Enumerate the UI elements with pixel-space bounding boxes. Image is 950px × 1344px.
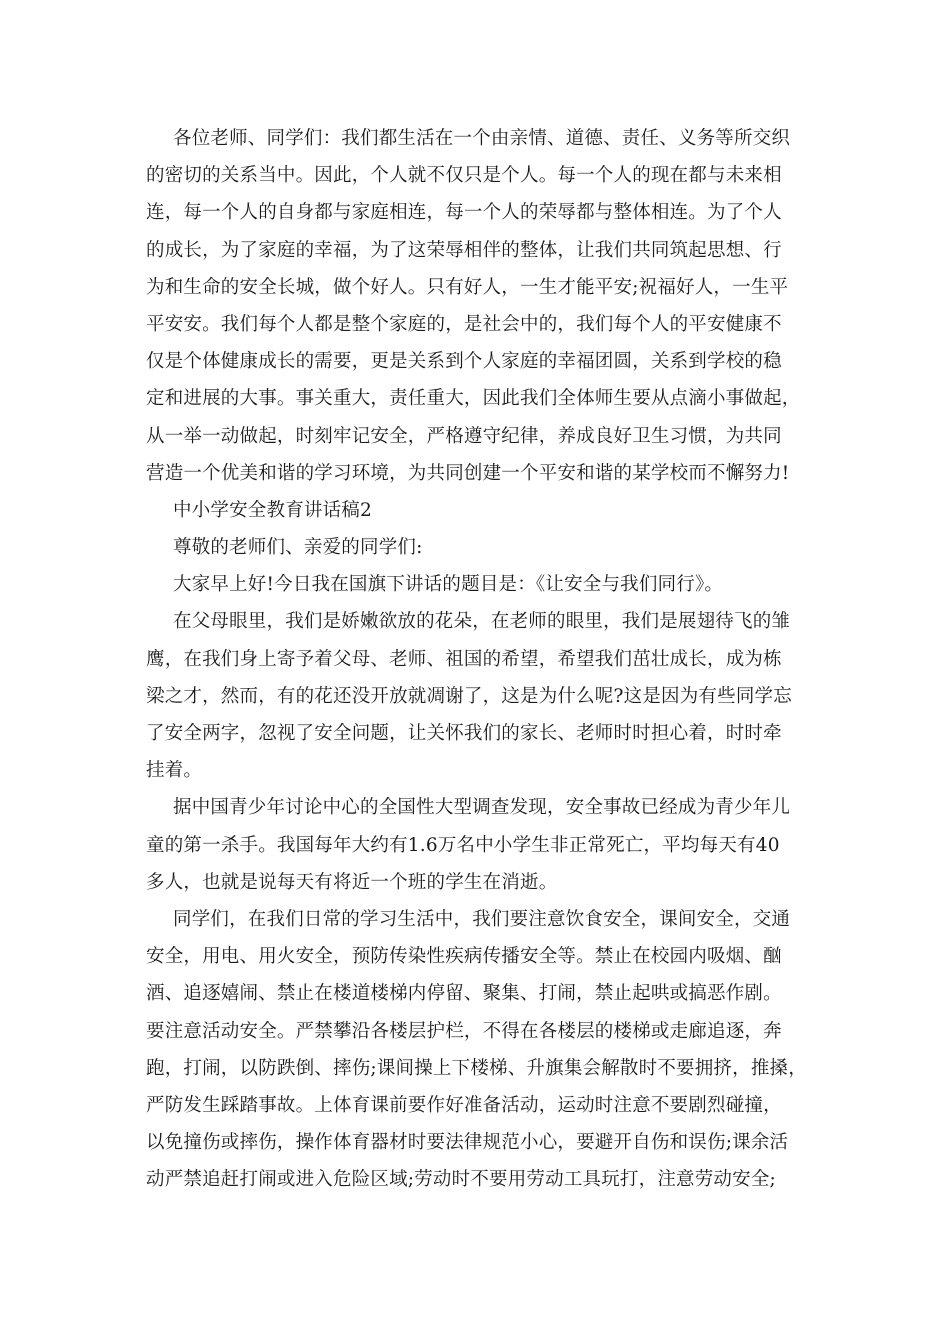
text-line: 多人，也就是说每天有将近一个班的学生在消逝。 (146, 871, 558, 893)
text-line: 连，每一个人的自身都与家庭相连，每一个人的荣辱都与整体相连。为了个人 (146, 202, 782, 224)
text-line: 的密切的关系当中。因此，个人就不仅只是个人。每一个人的现在都与未来相 (146, 165, 782, 187)
text-line: 鹰，在我们身上寄予着父母、老师、祖国的希望，希望我们茁壮成长，成为栋 (146, 648, 782, 670)
text-line: 大家早上好!今日我在国旗下讲话的题目是：《让安全与我们同行》。 (173, 574, 724, 596)
text-line: 平安安。我们每个人都是整个家庭的，是社会中的，我们每个人的平安健康不 (146, 313, 782, 335)
text-line: 严防发生踩踏事故。上体育课前要作好准备活动，运动时注意不要剧烈碰撞， (146, 1094, 782, 1116)
document-body (146, 120, 811, 1198)
text-line: 童的第一杀手。我国每年大约有1.6万名中小学生非正常死亡，平均每天有40 (146, 834, 780, 856)
text-line: 在父母眼里，我们是娇嫩欲放的花朵，在老师的眼里，我们是展翅待飞的雏 (173, 611, 791, 633)
text-line: 从一举一动做起，时刻牢记安全，严格遵守纪律，养成良好卫生习惯，为共同 (146, 425, 782, 447)
text-line: 尊敬的老师们、亲爱的同学们: (173, 537, 423, 559)
text-line: 定和进展的大事。事关重大，责任重大，因此我们全体师生要从点滴小事做起， (146, 388, 801, 410)
text-line: 以免撞伤或摔伤，操作体育器材时要法律规范小心，要避开自伤和误伤;课余活 (146, 1132, 789, 1154)
text-line: 梁之才，然而，有的花还没开放就凋谢了，这是为什么呢?这是因为有些同学忘 (146, 685, 792, 707)
text-line: 安全，用电、用火安全，预防传染性疾病传播安全等。禁止在校园内吸烟、酗 (146, 946, 782, 968)
text-line: 为和生命的安全长城，做个好人。只有好人，一生才能平安;祝福好人，一生平 (146, 276, 789, 298)
text-line: 动严禁追赶打闹或进入危险区域;劳动时不要用劳动工具玩打，注意劳动安全; (146, 1169, 776, 1191)
text-line: 各位老师、同学们：我们都生活在一个由亲情、道德、责任、义务等所交织 (173, 128, 791, 149)
text-line: 挂着。 (146, 760, 203, 782)
text-line: 据中国青少年讨论中心的全国性大型调查发现，安全事故已经成为青少年儿 (173, 797, 791, 819)
text-line: 了安全两字，忽视了安全问题，让关怀我们的家长、老师时时担心着，时时牵 (146, 723, 782, 744)
text-line: 要注意活动安全。严禁攀沿各楼层护栏，不得在各楼层的楼梯或走廊追逐，奔 (146, 1020, 782, 1042)
text-line: 酒、追逐嬉闹、禁止在楼道楼梯内停留、聚集、打闹，禁止起哄或搞恶作剧。 (146, 983, 782, 1005)
text-line: 的成长，为了家庭的幸福，为了这荣辱相伴的整体，让我们共同筑起思想、行 (146, 239, 782, 261)
text-line: 同学们，在我们日常的学习生活中，我们要注意饮食安全，课间安全，交通 (173, 908, 791, 930)
text-line: 中小学安全教育讲话稿2 (173, 499, 372, 521)
text-line: 营造一个优美和谐的学习环境，为共同创建一个平安和谐的某学校而不懈努力! (146, 462, 790, 484)
text-line: 跑，打闹，以防跌倒、摔伤;课间操上下楼梯、升旗集会解散时不要拥挤，推搡， (146, 1057, 807, 1079)
text-line: 仅是个体健康成长的需要，更是关系到个人家庭的幸福团圆，关系到学校的稳 (146, 351, 782, 373)
